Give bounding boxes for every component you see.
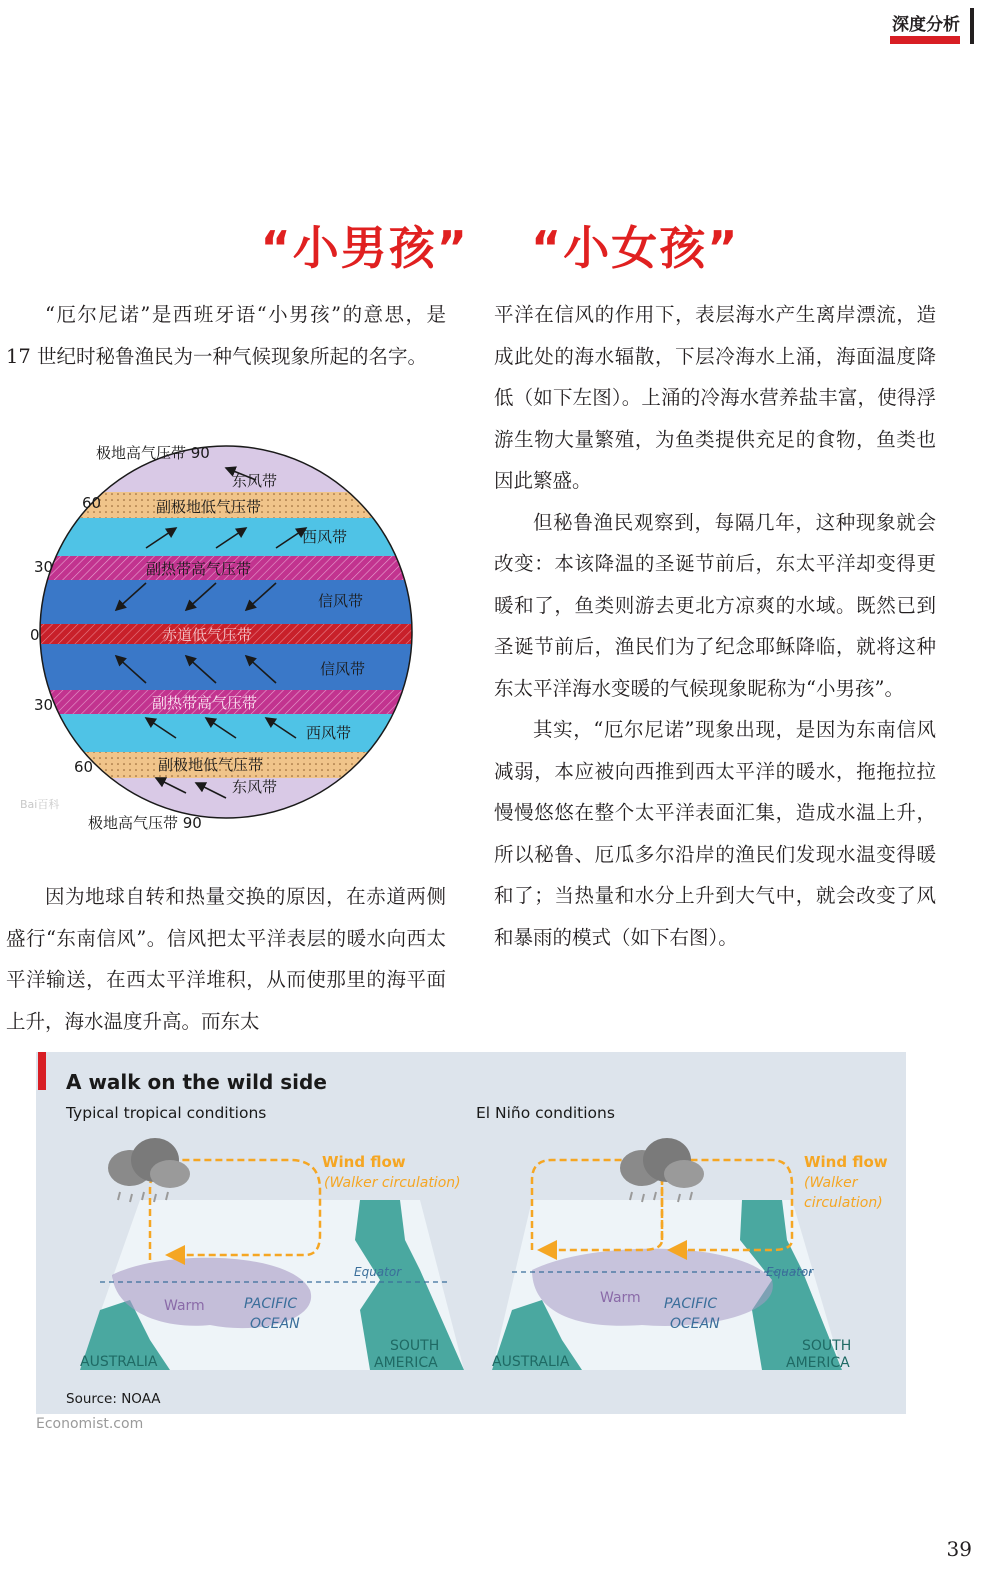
right-panel-subtitle: El Niño conditions bbox=[476, 1104, 615, 1122]
lat-30-north: 30 bbox=[34, 558, 54, 576]
figure-title: A walk on the wild side bbox=[66, 1070, 327, 1094]
figure-credit: Economist.com bbox=[36, 1416, 144, 1432]
band-westerlies-north bbox=[26, 518, 426, 556]
band-label-westerlies-s: 西风带 bbox=[306, 724, 352, 742]
band-trade-wind-north bbox=[26, 580, 426, 624]
america-label: AMERICA bbox=[786, 1355, 850, 1371]
watermark-logo: Bai百科 bbox=[20, 798, 60, 811]
warm-label: Warm bbox=[600, 1290, 641, 1306]
band-label-subpolar-n: 副极地低气压带 bbox=[156, 498, 262, 516]
global-wind-belts-diagram bbox=[20, 438, 426, 838]
australia-label: AUSTRALIA bbox=[80, 1354, 158, 1370]
paragraph: “厄尔尼诺”是西班牙语“小男孩”的意思，是 17 世纪时秘鲁渔民为一种气候现象所起的名字。 bbox=[6, 303, 446, 368]
section-accent-bar bbox=[890, 36, 960, 44]
section-divider bbox=[970, 8, 974, 44]
band-westerlies-south bbox=[26, 714, 426, 752]
walker-label-2: circulation) bbox=[804, 1195, 883, 1211]
el-nino-conditions-map bbox=[472, 1130, 892, 1390]
band-label-subpolar-s: 副极地低气压带 bbox=[158, 756, 264, 774]
band-label-equator: 赤道低气压带 bbox=[162, 626, 253, 644]
pacific-label: PACIFIC bbox=[244, 1296, 298, 1312]
article-title bbox=[0, 212, 1000, 278]
america-label: AMERICA bbox=[374, 1355, 438, 1371]
australia-label: AUSTRALIA bbox=[492, 1354, 570, 1370]
band-east-wind-north bbox=[26, 458, 426, 490]
pole-top-label: 极地高气压带 90 bbox=[96, 444, 210, 462]
figure-accent-bar bbox=[38, 1052, 46, 1090]
pole-bottom-label: 极地高气压带 90 bbox=[88, 814, 202, 832]
ocean-label: OCEAN bbox=[250, 1316, 300, 1332]
band-label-east-wind-s: 东风带 bbox=[232, 778, 278, 796]
paragraph: 但秘鲁渔民观察到，每隔几年，这种现象就会改变：本该降温的圣诞节前后，东太平洋却变得更暖和了，鱼类则游去更北方凉爽的水域。既然已到圣诞节前后，渔民们为了纪念耶稣降临，就将这种东太平洋海水变暖的气候现象昵称为“小男孩”。 bbox=[494, 510, 936, 700]
left-column-top bbox=[6, 294, 446, 377]
band-trade-wind-south bbox=[26, 644, 426, 690]
lat-60-south: 60 bbox=[74, 758, 94, 776]
left-column-bottom bbox=[6, 876, 446, 1042]
walker-label-1: (Walker bbox=[804, 1175, 858, 1191]
band-label-subtropical-n: 副热带高气压带 bbox=[146, 560, 252, 578]
lat-30-south: 30 bbox=[34, 696, 54, 714]
right-column bbox=[494, 294, 936, 958]
title-little-girl: “小女孩” bbox=[531, 221, 740, 275]
lat-60-north: 60 bbox=[82, 494, 102, 512]
paragraph: 其实，“厄尔尼诺”现象出现，是因为东南信风减弱，本应被向西推到西太平洋的暖水，拖拖拉拉慢慢悠悠在整个太平洋表面汇集，造成水温上升，所以秘鲁、厄瓜多尔沿岸的渔民们发现水温变得暖和了；当热量和水分上升到大气中，就会改变了风和暴雨的模式（如下右图）。 bbox=[494, 718, 936, 949]
paragraph: 因为地球自转和热量交换的原因，在赤道两侧盛行“东南信风”。信风把太平洋表层的暖水向西太平洋输送，在西太平洋堆积，从而使那里的海平面上升，海水温度升高。而东太 bbox=[6, 885, 446, 1033]
pacific-label: PACIFIC bbox=[664, 1296, 718, 1312]
warm-label: Warm bbox=[164, 1298, 205, 1314]
typical-conditions-map bbox=[60, 1130, 480, 1390]
wind-flow-label: Wind flow bbox=[804, 1153, 888, 1171]
band-east-wind-south bbox=[26, 778, 426, 838]
left-panel-subtitle: Typical tropical conditions bbox=[66, 1104, 267, 1122]
equator-label: Equator bbox=[766, 1265, 814, 1279]
page-number: 39 bbox=[946, 1537, 972, 1561]
band-label-subtropical-s: 副热带高气压带 bbox=[152, 694, 258, 712]
wind-flow-label: Wind flow bbox=[322, 1153, 406, 1171]
warm-pool bbox=[532, 1249, 773, 1326]
ocean-label: OCEAN bbox=[670, 1316, 720, 1332]
lat-0: 0 bbox=[30, 626, 40, 644]
equator-label: Equator bbox=[354, 1265, 402, 1279]
south-label: SOUTH bbox=[390, 1338, 440, 1354]
band-label-westerlies-n: 西风带 bbox=[302, 528, 348, 546]
section-label: 深度分析 bbox=[892, 15, 960, 35]
figure-source: Source: NOAA bbox=[66, 1391, 161, 1407]
walker-label: (Walker circulation) bbox=[324, 1175, 461, 1191]
paragraph: 平洋在信风的作用下，表层海水产生离岸漂流，造成此处的海水辐散，下层冷海水上涌，海面温度降低（如下左图）。上涌的冷海水营养盐丰富，使得浮游生物大量繁殖，为鱼类提供充足的食物，鱼类也因此繁盛。 bbox=[494, 303, 936, 492]
band-label-trade-n: 信风带 bbox=[318, 592, 364, 610]
title-little-boy: “小男孩” bbox=[260, 221, 469, 275]
south-label: SOUTH bbox=[802, 1338, 852, 1354]
band-label-east-wind-n: 东风带 bbox=[232, 472, 278, 490]
band-label-trade-s: 信风带 bbox=[320, 660, 366, 678]
